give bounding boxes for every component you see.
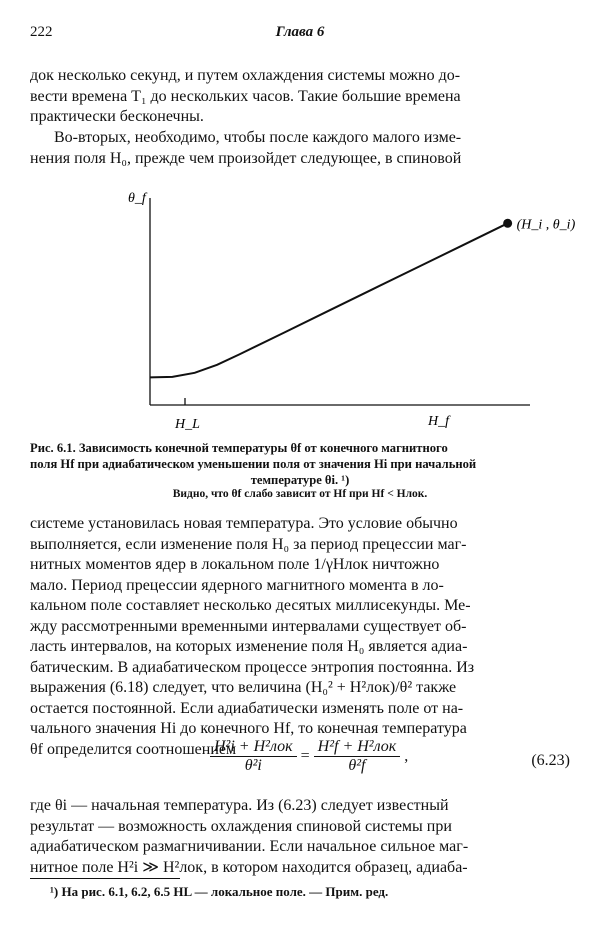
lhs-numerator: H²i + H²лок	[210, 738, 297, 757]
paragraph-2	[30, 128, 570, 169]
equation-number: (6.23)	[531, 752, 570, 769]
text-line: чального значения Hi до конечного Hf, то конечная температура	[30, 720, 467, 737]
page-number: 222	[30, 24, 53, 40]
caption-line: температуре θi. ¹)	[250, 473, 350, 487]
text-line: ласть интервалов, на которых изменение поля H₀ является адиа-	[30, 638, 468, 655]
text-line: системе установилась новая температура. Это условие обычно	[30, 515, 458, 532]
text-line: выражения (6.18) следует, что величина (H₀² + H²лок)/θ² также	[30, 679, 457, 696]
text-line: θf определится соотношением	[30, 740, 237, 758]
equation-body	[210, 738, 408, 775]
text-line: Во-вторых, необходимо, чтобы после каждого малого изме-	[54, 129, 462, 146]
tick-label-hl: H_L	[175, 417, 200, 432]
text-line: кальном поле составляет несколько десятых миллисекунды. Ме-	[30, 597, 471, 614]
paragraph-3	[30, 514, 570, 760]
endpoint-label: (H_i , θ_i)	[516, 217, 576, 233]
text-line: нитных моментов ядер в локальном поле 1/γHлок ничтожно	[30, 556, 440, 573]
caption-line: поля Hf при адиабатическом уменьшении поля от значения Hi при начальной	[30, 457, 477, 471]
caption-line: Рис. 6.1. Зависимость конечной температуры θf от конечного магнитного	[30, 441, 448, 455]
text-line: практически бесконечны.	[30, 108, 204, 125]
lhs-denominator: θ²i	[244, 757, 262, 774]
text-line: адиабатическом размагничивании. Если начальное сильное маг-	[30, 838, 469, 855]
text-line: остается постоянной. Если адиабатически изменять поле от на-	[30, 699, 464, 717]
figure-caption	[30, 440, 570, 488]
equation-comma: ,	[404, 747, 409, 765]
footnote-rule	[30, 878, 180, 879]
page-header	[30, 24, 570, 44]
caption-note: Видно, что θf слабо зависит от Hf при Hf < Hлок.	[172, 488, 428, 500]
text-line: вести времена T₁ до нескольких часов. Такие большие времена	[30, 87, 461, 105]
y-axis-label: θ_f	[128, 191, 146, 206]
text-line: где θi — начальная температура. Из (6.23) следует известный	[30, 797, 449, 814]
equation-6-23	[30, 738, 570, 786]
text-line: док несколько секунд, и путем охлаждения системы можно до-	[30, 67, 461, 84]
figure-6-1	[60, 170, 576, 440]
footnote: ¹) На рис. 6.1, 6.2, 6.5 HL — локальное поле. — Прим. ред.	[50, 884, 389, 899]
text-line: мало. Период прецессии ядерного магнитного момента в ло-	[30, 576, 444, 594]
text-line: нения поля H₀, прежде чем произойдет следующее, в спиновой	[30, 149, 462, 167]
rhs-fraction	[314, 738, 401, 775]
x-axis-label: H_f	[428, 414, 449, 429]
endpoint-marker	[503, 219, 512, 228]
text-line: выполняется, если изменение поля H₀ за период прецессии маг-	[30, 535, 467, 553]
lhs-fraction	[210, 738, 297, 775]
rhs-numerator: H²f + H²лок	[314, 738, 401, 757]
chapter-title: Глава 6	[275, 24, 325, 40]
text-line: нитное поле H²i ≫ H²лок, в котором находится образец, адиаба-	[30, 858, 468, 876]
text-line: батическим. В адиабатическом процессе энтропия постоянна. Из	[30, 658, 475, 676]
equals-sign: =	[300, 747, 310, 765]
paragraph-4	[30, 796, 570, 878]
series-line	[150, 223, 508, 377]
text-line: жду рассмотренными временными интервалами существует об-	[30, 617, 467, 635]
paragraph-1	[30, 66, 570, 128]
text-line: результат — возможность охлаждения спиновой системы при	[30, 817, 452, 835]
rhs-denominator: θ²f	[348, 757, 366, 774]
chart-svg	[60, 170, 576, 440]
